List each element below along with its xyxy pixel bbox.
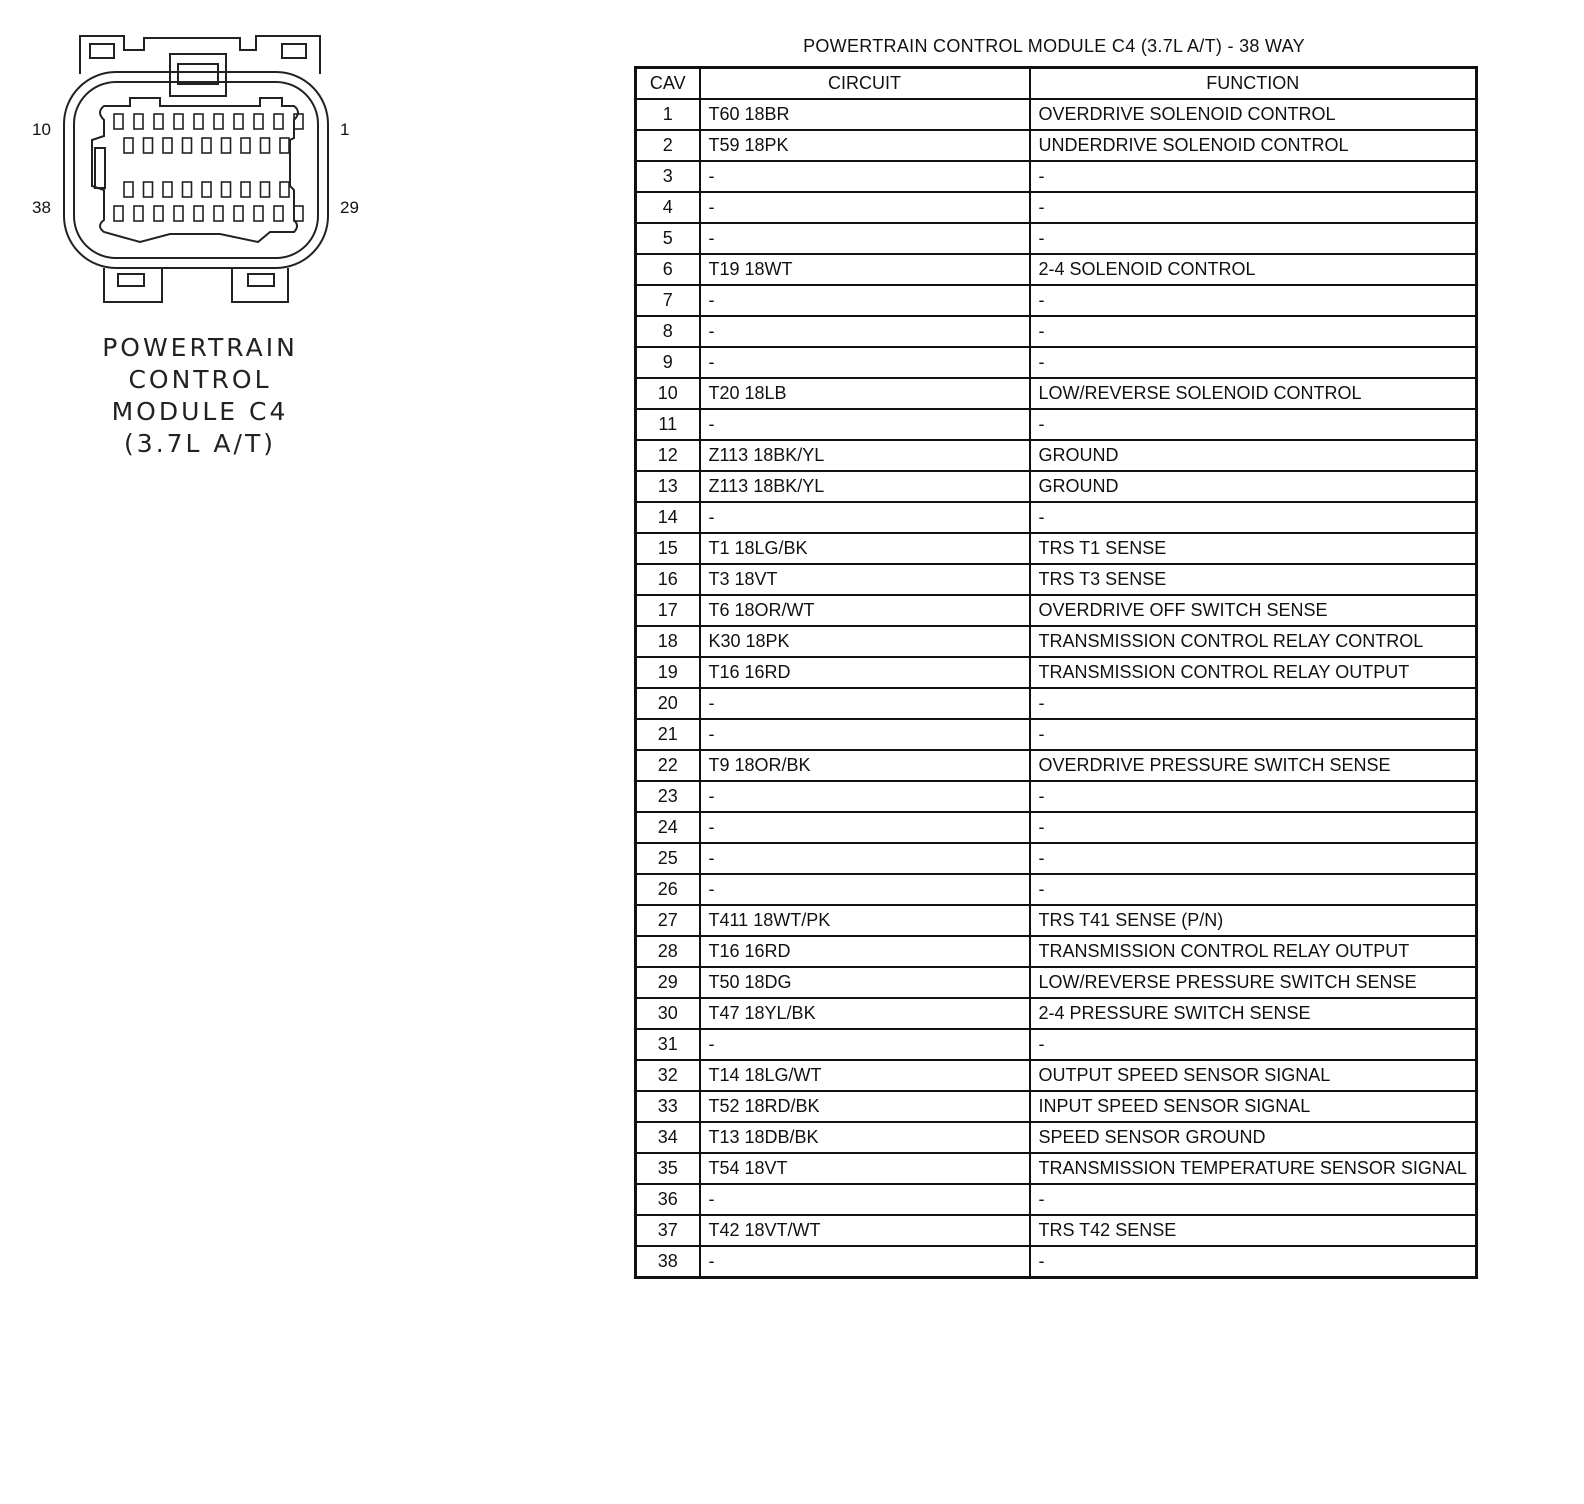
cav-cell: 18 [636, 626, 700, 657]
table-row [636, 1184, 1477, 1215]
function-cell: TRANSMISSION CONTROL RELAY OUTPUT [1030, 936, 1477, 967]
cavity-slot [214, 114, 223, 129]
cav-cell: 37 [636, 1215, 700, 1246]
function-cell: - [1030, 719, 1477, 750]
circuit-cell: T6 18OR/WT [700, 595, 1030, 626]
function-cell: INPUT SPEED SENSOR SIGNAL [1030, 1091, 1477, 1122]
function-cell: - [1030, 409, 1477, 440]
cav-cell: 32 [636, 1060, 700, 1091]
table-row [636, 967, 1477, 998]
table-row [636, 750, 1477, 781]
function-cell: OUTPUT SPEED SENSOR SIGNAL [1030, 1060, 1477, 1091]
cavity-slot [241, 138, 250, 153]
circuit-cell: - [700, 843, 1030, 874]
table-row [636, 1122, 1477, 1153]
function-cell: - [1030, 843, 1477, 874]
cav-cell: 33 [636, 1091, 700, 1122]
cavity-slot [294, 114, 303, 129]
cav-cell: 15 [636, 533, 700, 564]
function-cell: TRANSMISSION CONTROL RELAY CONTROL [1030, 626, 1477, 657]
cav-cell: 5 [636, 223, 700, 254]
function-cell: 2-4 SOLENOID CONTROL [1030, 254, 1477, 285]
cav-cell: 36 [636, 1184, 700, 1215]
pin-label-38: 38 [32, 198, 51, 217]
cav-cell: 1 [636, 99, 700, 130]
cavity-slot [134, 206, 143, 221]
cav-cell: 27 [636, 905, 700, 936]
function-cell: GROUND [1030, 471, 1477, 502]
function-cell: TRS T41 SENSE (P/N) [1030, 905, 1477, 936]
table-row [636, 688, 1477, 719]
cavity-slot [163, 182, 172, 197]
table-row [636, 657, 1477, 688]
table-row [636, 378, 1477, 409]
cavity-slot [234, 206, 243, 221]
cav-cell: 28 [636, 936, 700, 967]
cavity-slot [174, 206, 183, 221]
cav-cell: 21 [636, 719, 700, 750]
cavity-slot [254, 114, 263, 129]
function-cell: TRANSMISSION TEMPERATURE SENSOR SIGNAL [1030, 1153, 1477, 1184]
table-row [636, 130, 1477, 161]
cavity-slot [114, 114, 123, 129]
cav-cell: 3 [636, 161, 700, 192]
table-row [636, 936, 1477, 967]
function-cell: OVERDRIVE SOLENOID CONTROL [1030, 99, 1477, 130]
circuit-cell: - [700, 781, 1030, 812]
cavity-slot [183, 138, 192, 153]
function-cell: - [1030, 223, 1477, 254]
caption-line: CONTROL [128, 365, 272, 394]
table-row [636, 626, 1477, 657]
cav-cell: 34 [636, 1122, 700, 1153]
circuit-cell: - [700, 874, 1030, 905]
cavity-slot [124, 138, 133, 153]
cav-cell: 13 [636, 471, 700, 502]
table-title: POWERTRAIN CONTROL MODULE C4 (3.7L A/T) - 38 WAY [803, 36, 1305, 56]
cavity-slot [280, 182, 289, 197]
circuit-cell: T50 18DG [700, 967, 1030, 998]
cav-cell: 29 [636, 967, 700, 998]
circuit-cell: T16 16RD [700, 936, 1030, 967]
caption-line: POWERTRAIN [102, 333, 298, 362]
table-row [636, 998, 1477, 1029]
cav-cell: 9 [636, 347, 700, 378]
circuit-cell: - [700, 192, 1030, 223]
pin-label-1: 1 [340, 120, 350, 139]
function-cell: - [1030, 347, 1477, 378]
table-row [636, 843, 1477, 874]
caption-line: MODULE C4 [111, 397, 289, 426]
cavity-slot [174, 114, 183, 129]
circuit-cell: T14 18LG/WT [700, 1060, 1030, 1091]
cav-cell: 38 [636, 1246, 700, 1278]
table-row [636, 254, 1477, 285]
function-cell: TRS T3 SENSE [1030, 564, 1477, 595]
cavity-slot [294, 206, 303, 221]
pin-label-29: 29 [340, 198, 359, 217]
cav-cell: 31 [636, 1029, 700, 1060]
circuit-cell: - [700, 409, 1030, 440]
cavity-slot [144, 182, 153, 197]
cav-cell: 24 [636, 812, 700, 843]
table-row [636, 161, 1477, 192]
table-row [636, 1215, 1477, 1246]
connector-face-diagram [20, 20, 400, 320]
table-row [636, 1091, 1477, 1122]
function-cell: 2-4 PRESSURE SWITCH SENSE [1030, 998, 1477, 1029]
cavity-slot [124, 182, 133, 197]
header-circuit: CIRCUIT [700, 68, 1030, 100]
circuit-cell: T47 18YL/BK [700, 998, 1030, 1029]
circuit-cell: Z113 18BK/YL [700, 471, 1030, 502]
function-cell: - [1030, 502, 1477, 533]
cav-cell: 30 [636, 998, 700, 1029]
table-row [636, 192, 1477, 223]
table-row [636, 316, 1477, 347]
circuit-cell: - [700, 347, 1030, 378]
cavity-slot [202, 182, 211, 197]
cav-cell: 6 [636, 254, 700, 285]
circuit-cell: T52 18RD/BK [700, 1091, 1030, 1122]
function-cell: - [1030, 285, 1477, 316]
circuit-cell: T3 18VT [700, 564, 1030, 595]
circuit-cell: - [700, 285, 1030, 316]
cavity-slot [241, 182, 250, 197]
connector-caption [40, 332, 360, 460]
table-row [636, 440, 1477, 471]
function-cell: - [1030, 874, 1477, 905]
table-row [636, 1060, 1477, 1091]
table-row [636, 564, 1477, 595]
cav-cell: 7 [636, 285, 700, 316]
cavity-slot [261, 182, 270, 197]
cavity-slot [214, 206, 223, 221]
cav-cell: 25 [636, 843, 700, 874]
function-cell: - [1030, 1029, 1477, 1060]
cavity-slot [114, 206, 123, 221]
cavity-slot [274, 206, 283, 221]
function-cell: - [1030, 781, 1477, 812]
cavity-slot [194, 206, 203, 221]
circuit-cell: Z113 18BK/YL [700, 440, 1030, 471]
cavity-slot [274, 114, 283, 129]
circuit-cell: T54 18VT [700, 1153, 1030, 1184]
cavity-slot [234, 114, 243, 129]
function-cell: - [1030, 316, 1477, 347]
circuit-cell: T411 18WT/PK [700, 905, 1030, 936]
function-cell: - [1030, 1246, 1477, 1278]
circuit-cell: - [700, 688, 1030, 719]
circuit-cell: T13 18DB/BK [700, 1122, 1030, 1153]
circuit-cell: - [700, 223, 1030, 254]
table-row [636, 781, 1477, 812]
cav-cell: 2 [636, 130, 700, 161]
cav-cell: 26 [636, 874, 700, 905]
cav-cell: 23 [636, 781, 700, 812]
table-row [636, 502, 1477, 533]
cav-cell: 16 [636, 564, 700, 595]
table-row [636, 533, 1477, 564]
cav-cell: 22 [636, 750, 700, 781]
circuit-cell: K30 18PK [700, 626, 1030, 657]
function-cell: LOW/REVERSE PRESSURE SWITCH SENSE [1030, 967, 1477, 998]
function-cell: - [1030, 1184, 1477, 1215]
function-cell: - [1030, 688, 1477, 719]
function-cell: - [1030, 161, 1477, 192]
function-cell: - [1030, 192, 1477, 223]
function-cell: LOW/REVERSE SOLENOID CONTROL [1030, 378, 1477, 409]
cav-cell: 11 [636, 409, 700, 440]
cavity-slot [222, 138, 231, 153]
cav-cell: 8 [636, 316, 700, 347]
cav-cell: 12 [636, 440, 700, 471]
cavity-slot [154, 114, 163, 129]
cavity-slot [254, 206, 263, 221]
cavity-slot [280, 138, 289, 153]
table-row [636, 1029, 1477, 1060]
function-cell: TRANSMISSION CONTROL RELAY OUTPUT [1030, 657, 1477, 688]
circuit-cell: - [700, 1029, 1030, 1060]
cavity-slot [154, 206, 163, 221]
circuit-cell: T1 18LG/BK [700, 533, 1030, 564]
table-row [636, 471, 1477, 502]
function-cell: SPEED SENSOR GROUND [1030, 1122, 1477, 1153]
table-header-row [636, 68, 1477, 100]
circuit-cell: T19 18WT [700, 254, 1030, 285]
table-row [636, 223, 1477, 254]
table-row [636, 347, 1477, 378]
function-cell: OVERDRIVE OFF SWITCH SENSE [1030, 595, 1477, 626]
cavity-slot [261, 138, 270, 153]
circuit-cell: - [700, 1184, 1030, 1215]
pin-label-10: 10 [32, 120, 51, 139]
circuit-cell: T59 18PK [700, 130, 1030, 161]
function-cell: GROUND [1030, 440, 1477, 471]
table-row [636, 1246, 1477, 1278]
header-function: FUNCTION [1030, 68, 1477, 100]
circuit-cell: T60 18BR [700, 99, 1030, 130]
cavity-slot [144, 138, 153, 153]
circuit-cell: T42 18VT/WT [700, 1215, 1030, 1246]
circuit-cell: - [700, 161, 1030, 192]
circuit-cell: - [700, 1246, 1030, 1278]
cavity-slot [194, 114, 203, 129]
table-row [636, 285, 1477, 316]
cavity-slot [202, 138, 211, 153]
caption-line: (3.7L A/T) [124, 429, 276, 458]
function-cell: OVERDRIVE PRESSURE SWITCH SENSE [1030, 750, 1477, 781]
cav-cell: 10 [636, 378, 700, 409]
circuit-cell: T20 18LB [700, 378, 1030, 409]
cav-cell: 4 [636, 192, 700, 223]
pinout-table [634, 66, 1478, 1279]
header-cav: CAV [636, 68, 700, 100]
cav-cell: 35 [636, 1153, 700, 1184]
function-cell: TRS T1 SENSE [1030, 533, 1477, 564]
circuit-cell: T9 18OR/BK [700, 750, 1030, 781]
cavity-slot [183, 182, 192, 197]
circuit-cell: - [700, 812, 1030, 843]
table-row [636, 874, 1477, 905]
function-cell: - [1030, 812, 1477, 843]
function-cell: UNDERDRIVE SOLENOID CONTROL [1030, 130, 1477, 161]
table-row [636, 812, 1477, 843]
cav-cell: 17 [636, 595, 700, 626]
cav-cell: 20 [636, 688, 700, 719]
cavity-slot [163, 138, 172, 153]
cavity-slot [222, 182, 231, 197]
circuit-cell: T16 16RD [700, 657, 1030, 688]
table-row [636, 409, 1477, 440]
table-row [636, 1153, 1477, 1184]
table-row [636, 719, 1477, 750]
table-row [636, 905, 1477, 936]
cav-cell: 19 [636, 657, 700, 688]
cavity-slot [134, 114, 143, 129]
cav-cell: 14 [636, 502, 700, 533]
table-row [636, 99, 1477, 130]
circuit-cell: - [700, 719, 1030, 750]
circuit-cell: - [700, 316, 1030, 347]
circuit-cell: - [700, 502, 1030, 533]
function-cell: TRS T42 SENSE [1030, 1215, 1477, 1246]
table-row [636, 595, 1477, 626]
